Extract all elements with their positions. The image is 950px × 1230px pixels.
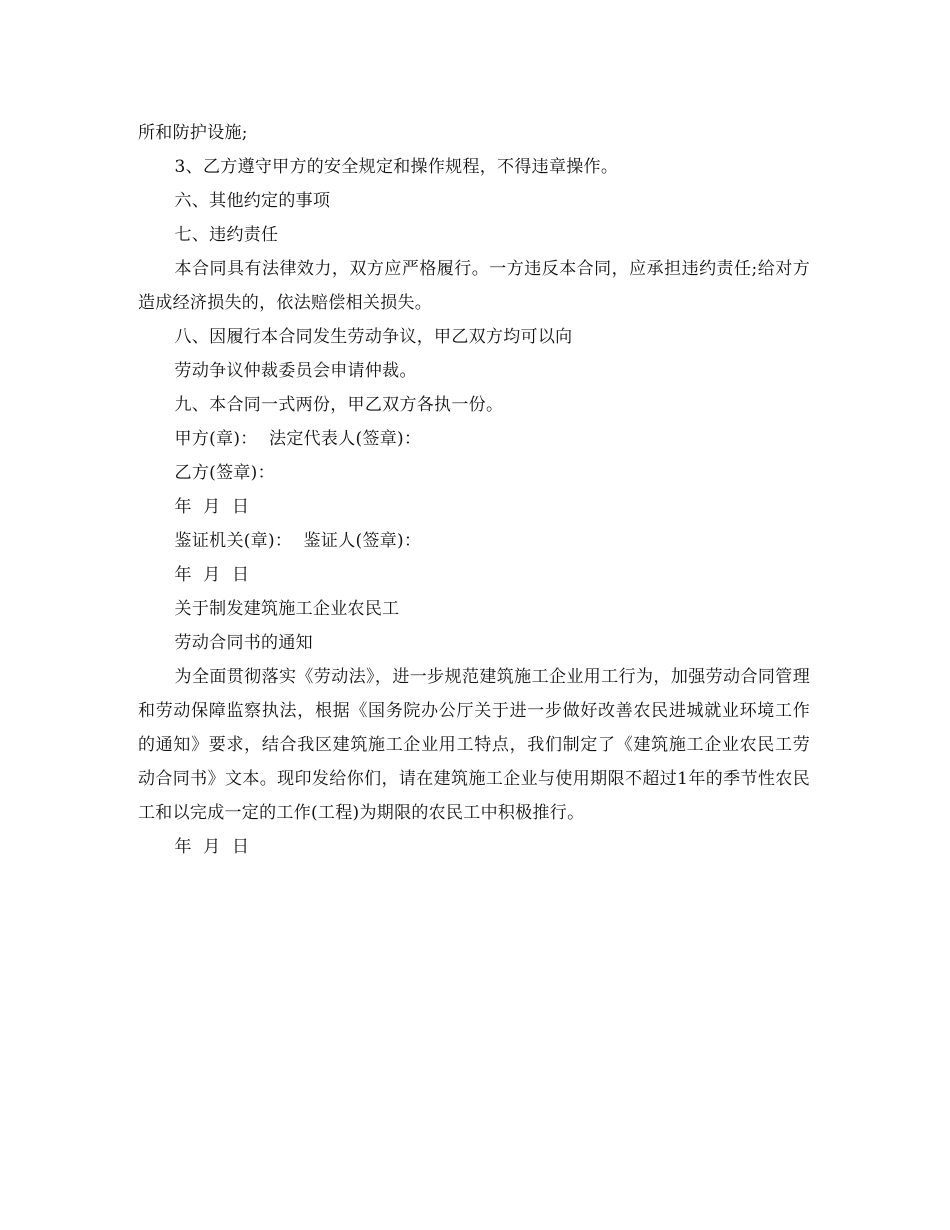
- notice-title: 关于制发建筑施工企业农民工: [174, 599, 400, 619]
- date-line: 年 月 日: [174, 565, 250, 585]
- paragraph: 所和防护设施;: [138, 123, 248, 143]
- section-heading: 九、本合同一式两份，甲乙双方各执一份。: [174, 395, 504, 415]
- signature-line: 乙方(签章)：: [174, 463, 275, 483]
- paragraph: 劳动争议仲裁委员会申请仲裁。: [174, 361, 417, 381]
- document-body: [138, 116, 810, 864]
- paragraph: 本合同具有法律效力，双方应严格履行。一方违反本合同，应承担违约责任;给对方造成经济损失的，依法赔偿相关损失。: [138, 259, 810, 313]
- notice-title: 劳动合同书的通知: [174, 633, 313, 653]
- date-line: 年 月 日: [174, 497, 250, 517]
- section-heading: 八、因履行本合同发生劳动争议，甲乙双方均可以向: [174, 327, 573, 347]
- signature-line: 鉴证机关(章)： 鉴证人(签章)：: [174, 531, 422, 551]
- section-heading: 六、其他约定的事项: [174, 191, 331, 211]
- paragraph: 3、乙方遵守甲方的安全规定和操作规程，不得违章操作。: [174, 157, 619, 177]
- date-line: 年 月 日: [174, 837, 250, 857]
- notice-body: 为全面贯彻落实《劳动法》，进一步规范建筑施工企业用工行为，加强劳动合同管理和劳动保障监察执法，根据《国务院办公厅关于进一步做好改善农民进城就业环境工作的通知》要求，结合我区建筑施工企业用工特点，我们制定了《建筑施工企业农民工劳动合同书》文本。现印发给你们，请在建筑施工企业与使用期限不超过1年的季节性农民工和以完成一定的工作(工程)为期限的农民工中积极推行。: [138, 667, 810, 823]
- section-heading: 七、违约责任: [174, 225, 279, 245]
- signature-line: 甲方(章)： 法定代表人(签章)：: [174, 429, 422, 449]
